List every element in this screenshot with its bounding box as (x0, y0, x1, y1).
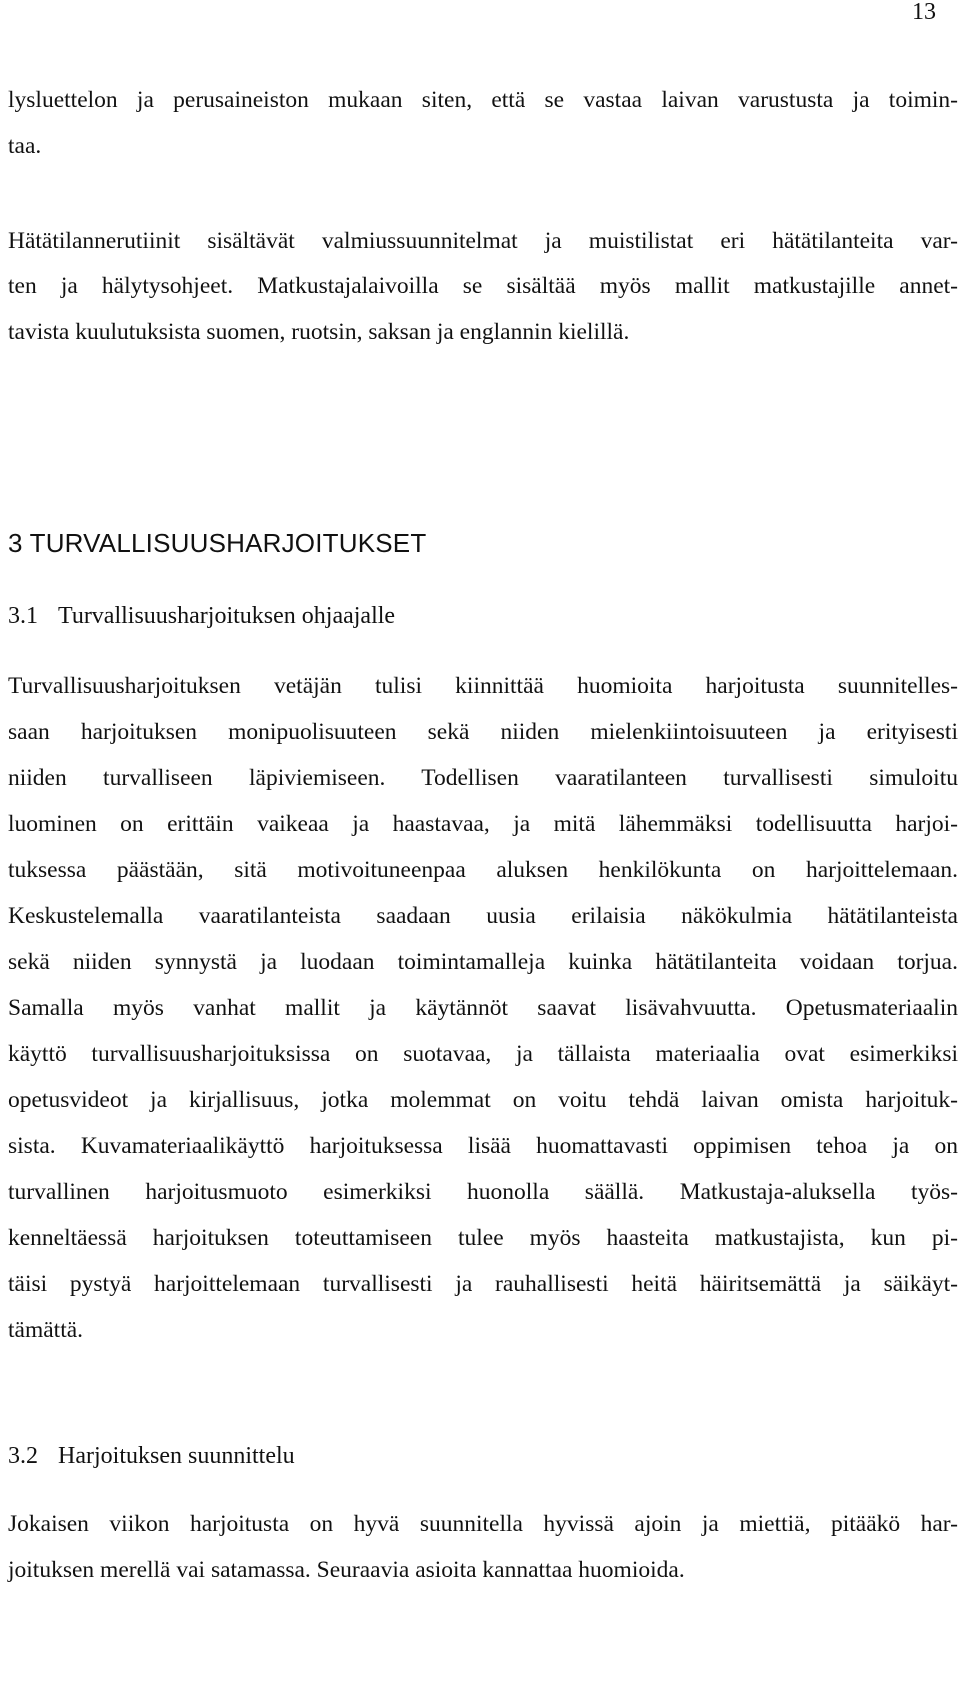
paragraph-line: Keskustelemalla vaaratilanteista saadaan uusia erilaisia näkökulmia hätätilanteista (8, 903, 958, 929)
paragraph-line: lysluettelon ja perusaineiston mukaan siten, että se vastaa laivan varustusta ja toimin- (8, 87, 958, 113)
paragraph-line: turvallinen harjoitusmuoto esimerkiksi huonolla säällä. Matkustaja-aluksella työs- (8, 1179, 958, 1205)
section-title: Turvallisuusharjoituksen ohjaajalle (58, 603, 396, 629)
paragraph-line: tämättä. (8, 1317, 84, 1343)
section-number: 3.1 (8, 603, 38, 629)
paragraph-line: sekä niiden synnystä ja luodaan toimintamalleja kuinka hätätilanteita voidaan torjua. (8, 949, 958, 975)
paragraph-line: tuksessa päästään, sitä motivoituneenpaa aluksen henkilökunta on harjoittelemaan. (8, 857, 958, 883)
paragraph-line: kenneltäessä harjoituksen toteuttamiseen tulee myös haasteita matkustajista, kun pi- (8, 1225, 958, 1251)
section-number: 3.2 (8, 1443, 38, 1469)
section-heading-3-2 (8, 1442, 295, 1470)
paragraph-line: Samalla myös vanhat mallit ja käytännöt saavat lisävahvuutta. Opetusmateriaalin (8, 995, 958, 1021)
paragraph-line: joituksen merellä vai satamassa. Seuraavia asioita kannattaa huomioida. (8, 1557, 685, 1583)
paragraph-line: luominen on erittäin vaikeaa ja haastavaa, ja mitä lähemmäksi todellisuutta harjoi- (8, 811, 958, 837)
paragraph-line: Turvallisuusharjoituksen vetäjän tulisi kiinnittää huomioita harjoitusta suunnitelles- (8, 673, 958, 699)
paragraph-line: Jokaisen viikon harjoitusta on hyvä suunnitella hyvissä ajoin ja miettiä, pitääkö har- (8, 1511, 958, 1537)
paragraph-line: käyttö turvallisuusharjoituksissa on suotavaa, ja tällaista materiaalia ovat esimerkiksi (8, 1041, 958, 1067)
section-heading-3-1 (8, 602, 395, 630)
chapter-heading: 3 TURVALLISUUSHARJOITUKSET (8, 528, 427, 558)
paragraph-line: niiden turvalliseen läpiviemiseen. Todellisen vaaratilanteen turvallisesti simuloitu (8, 765, 958, 791)
paragraph-line: saan harjoituksen monipuolisuuteen sekä niiden mielenkiintoisuuteen ja erityisesti (8, 719, 958, 745)
paragraph-line: taa. (8, 133, 42, 159)
page-number: 13 (912, 0, 936, 25)
paragraph-line: täisi pystyä harjoittelemaan turvallisesti ja rauhallisesti heitä häiritsemättä ja säikäyt- (8, 1271, 958, 1297)
paragraph-line: tavista kuulutuksista suomen, ruotsin, saksan ja englannin kielillä. (8, 319, 630, 345)
paragraph-line: opetusvideot ja kirjallisuus, jotka molemmat on voitu tehdä laivan omista harjoituk- (8, 1087, 958, 1113)
paragraph-line: sista. Kuvamateriaalikäyttö harjoituksessa lisää huomattavasti oppimisen tehoa ja on (8, 1133, 958, 1159)
paragraph-line: ten ja hälytysohjeet. Matkustajalaivoilla se sisältää myös mallit matkustajille annet- (8, 273, 958, 299)
section-title: Harjoituksen suunnittelu (58, 1443, 295, 1469)
paragraph-line: Hätätilannerutiinit sisältävät valmiussuunnitelmat ja muistilistat eri hätätilanteita var- (8, 228, 958, 254)
